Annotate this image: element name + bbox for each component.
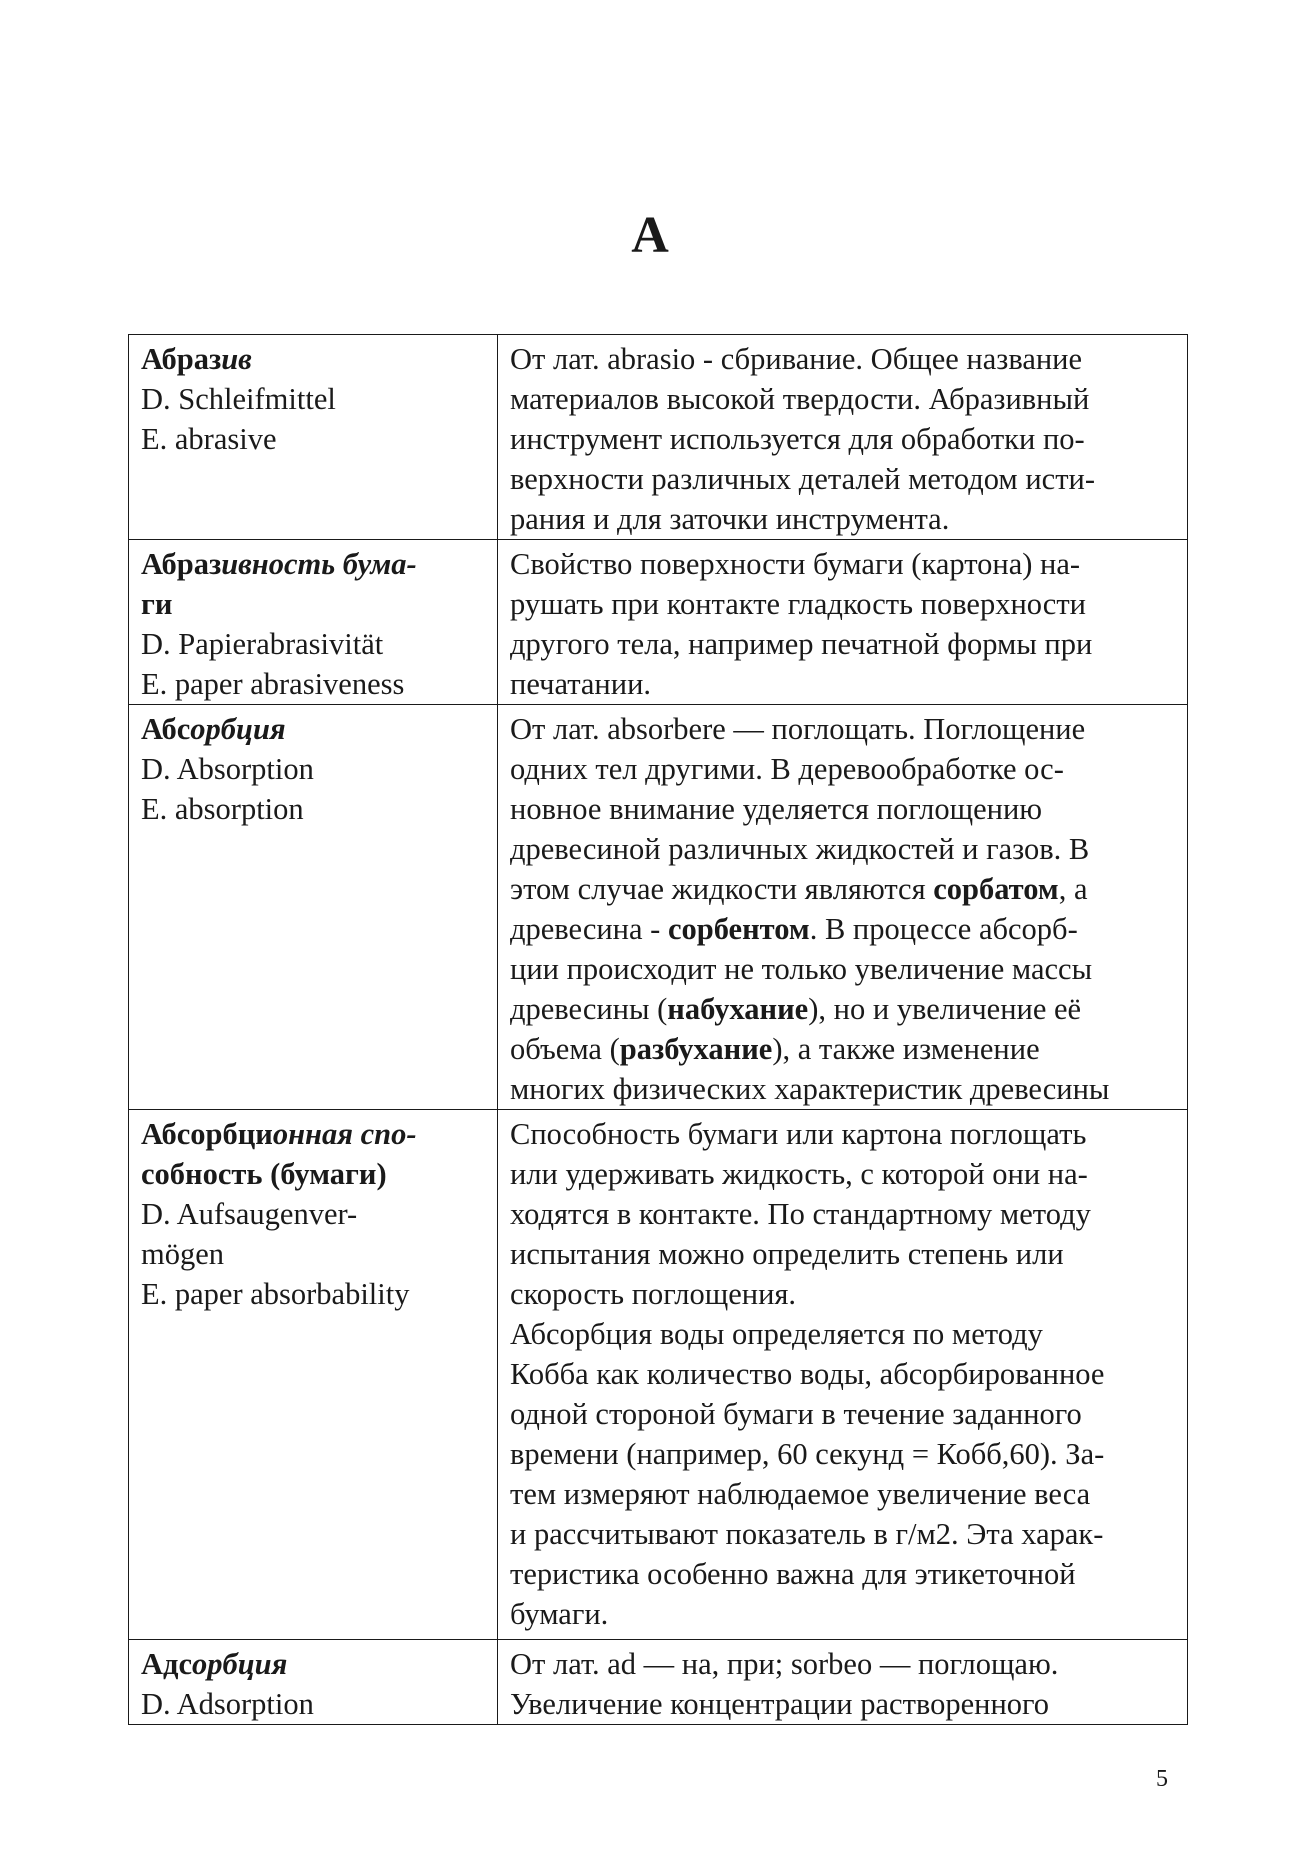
definition-line bbox=[510, 1684, 1177, 1724]
term-text: Абраз bbox=[141, 342, 222, 376]
translation-en: E. absorption bbox=[141, 792, 304, 826]
translation-de-cont: mögen bbox=[141, 1237, 225, 1271]
definition-line bbox=[510, 1474, 1177, 1514]
definition-line bbox=[510, 1314, 1177, 1354]
text-run: древесины ( bbox=[510, 992, 668, 1026]
dictionary-table bbox=[128, 334, 1188, 1725]
translation-de: D. Aufsaugenver- bbox=[141, 1197, 358, 1231]
definition-line bbox=[510, 1394, 1177, 1434]
text-run: От лат. ad — на, при; sorbeo — поглощаю. bbox=[510, 1647, 1059, 1681]
term-text: Абраз bbox=[141, 547, 222, 581]
definition-line bbox=[510, 584, 1177, 624]
definition-line bbox=[510, 709, 1177, 749]
definition-line bbox=[510, 749, 1177, 789]
definition-line bbox=[510, 1354, 1177, 1394]
term-stress-part: орбция bbox=[190, 712, 286, 746]
translation-de: D. Absorption bbox=[141, 752, 314, 786]
text-run: этом случае жидкости являются bbox=[510, 872, 934, 906]
translation-de: D. Papierabrasivität bbox=[141, 627, 384, 661]
term-text: Адс bbox=[141, 1647, 192, 1681]
definition-cell bbox=[498, 1110, 1188, 1640]
section-letter: А bbox=[631, 207, 669, 264]
term-cell bbox=[129, 1640, 498, 1725]
text-run: От лат. abrasio - сбривание. Общее название bbox=[510, 342, 1083, 376]
definition-line bbox=[510, 949, 1177, 989]
text-run: ), но и увеличение её bbox=[808, 992, 1082, 1026]
text-run: материалов высокой твердости. Абразивный bbox=[510, 382, 1090, 416]
text-run: Способность бумаги или картона поглощать bbox=[510, 1117, 1087, 1151]
text-run: новное внимание уделяется поглощению bbox=[510, 792, 1043, 826]
definition-line bbox=[510, 459, 1177, 499]
definition-line bbox=[510, 989, 1177, 1029]
text-run: одних тел другими. В деревообработке ос- bbox=[510, 752, 1064, 786]
definition-cell bbox=[498, 540, 1188, 705]
text-run: инструмент используется для обработки по- bbox=[510, 422, 1085, 456]
table-row bbox=[129, 705, 1188, 1110]
text-run: . В процессе абсорб- bbox=[809, 912, 1078, 946]
term-heading bbox=[141, 1114, 487, 1154]
definition-line bbox=[510, 1434, 1177, 1474]
text-run: одной стороной бумаги в течение заданного bbox=[510, 1397, 1082, 1431]
table-row bbox=[129, 1640, 1188, 1725]
term-heading-cont: ги bbox=[141, 587, 173, 621]
text-run: времени (например, 60 секунд = Кобб,60). За- bbox=[510, 1437, 1105, 1471]
text-run: древесиной различных жидкостей и газов. В bbox=[510, 832, 1090, 866]
table-row bbox=[129, 540, 1188, 705]
definition-line bbox=[510, 789, 1177, 829]
definition-cell bbox=[498, 1640, 1188, 1725]
text-run: тем измеряют наблюдаемое увеличение веса bbox=[510, 1477, 1091, 1511]
text-run: теристика особенно важна для этикеточной bbox=[510, 1557, 1076, 1591]
term-heading bbox=[141, 709, 487, 749]
key-term: набухание bbox=[667, 992, 809, 1026]
page-number: 5 bbox=[1156, 1766, 1168, 1792]
text-run: другого тела, например печатной формы при bbox=[510, 627, 1093, 661]
definition-line bbox=[510, 664, 1177, 704]
term-stress-part: орбция bbox=[192, 1647, 288, 1681]
translation-en: E. paper absorbability bbox=[141, 1277, 410, 1311]
term-text: Абсорбци bbox=[141, 1117, 273, 1151]
table-row bbox=[129, 1110, 1188, 1640]
definition-line bbox=[510, 829, 1177, 869]
text-run: ), а также изменение bbox=[772, 1032, 1040, 1066]
definition-line bbox=[510, 1029, 1177, 1069]
text-run: многих физических характеристик древесины bbox=[510, 1072, 1110, 1106]
definition-line bbox=[510, 1274, 1177, 1314]
text-run: бумаги. bbox=[510, 1597, 609, 1631]
key-term: разбухание bbox=[619, 1032, 773, 1066]
translation-de: D. Adsorption bbox=[141, 1687, 314, 1721]
term-stress-part: ив bbox=[221, 342, 252, 376]
text-run: скорость поглощения. bbox=[510, 1277, 797, 1311]
text-run: , а bbox=[1058, 872, 1088, 906]
key-term: сорбентом bbox=[667, 912, 810, 946]
definition-line bbox=[510, 419, 1177, 459]
definition-line bbox=[510, 1069, 1177, 1109]
text-run: печатании. bbox=[510, 667, 652, 701]
text-run: От лат. absorbere — поглощать. Поглощение bbox=[510, 712, 1086, 746]
definition-line bbox=[510, 544, 1177, 584]
term-cell bbox=[129, 540, 498, 705]
text-run: Свойство поверхности бумаги (картона) на- bbox=[510, 547, 1081, 581]
definition-line bbox=[510, 1114, 1177, 1154]
text-run: и рассчитывают показатель в г/м2. Эта харак- bbox=[510, 1517, 1104, 1551]
key-term: сорбатом bbox=[933, 872, 1059, 906]
term-heading bbox=[141, 339, 487, 379]
definition-cell bbox=[498, 335, 1188, 540]
text-run: Увеличение концентрации растворенного bbox=[510, 1687, 1050, 1721]
text-run: рания и для заточки инструмента. bbox=[510, 502, 950, 536]
definition-line bbox=[510, 624, 1177, 664]
term-cell bbox=[129, 335, 498, 540]
text-run: или удерживать жидкость, с которой они на- bbox=[510, 1157, 1088, 1191]
text-run: объема ( bbox=[510, 1032, 620, 1066]
translation-de: D. Schleifmittel bbox=[141, 382, 336, 416]
definition-line bbox=[510, 909, 1177, 949]
text-run: рушать при контакте гладкость поверхности bbox=[510, 587, 1086, 621]
definition-line bbox=[510, 1234, 1177, 1274]
term-heading bbox=[141, 1644, 487, 1684]
term-cell bbox=[129, 705, 498, 1110]
definition-cell bbox=[498, 705, 1188, 1110]
term-heading-cont: собность (бумаги) bbox=[141, 1157, 387, 1191]
definition-line bbox=[510, 1644, 1177, 1684]
translation-en: E. abrasive bbox=[141, 422, 277, 456]
term-stress-part: онная спо- bbox=[272, 1117, 417, 1151]
table-row bbox=[129, 335, 1188, 540]
definition-line bbox=[510, 499, 1177, 539]
definition-line bbox=[510, 1154, 1177, 1194]
definition-line bbox=[510, 1514, 1177, 1554]
text-run: ции происходит не только увеличение массы bbox=[510, 952, 1093, 986]
text-run: древесина - bbox=[510, 912, 668, 946]
text-run: Кобба как количество воды, абсорбированное bbox=[510, 1357, 1105, 1391]
translation-en: E. paper abrasiveness bbox=[141, 667, 405, 701]
term-text: Абс bbox=[141, 712, 191, 746]
definition-line bbox=[510, 339, 1177, 379]
term-heading bbox=[141, 544, 487, 584]
definition-line bbox=[510, 1594, 1177, 1634]
text-run: испытания можно определить степень или bbox=[510, 1237, 1064, 1271]
definition-line bbox=[510, 1194, 1177, 1234]
term-cell bbox=[129, 1110, 498, 1640]
definition-line bbox=[510, 1554, 1177, 1594]
text-run: верхности различных деталей методом исти- bbox=[510, 462, 1095, 496]
definition-line bbox=[510, 379, 1177, 419]
term-stress-part: ивность бума- bbox=[221, 547, 417, 581]
text-run: Абсорбция воды определяется по методу bbox=[510, 1317, 1043, 1351]
text-run: ходятся в контакте. По стандартному методу bbox=[510, 1197, 1091, 1231]
definition-line bbox=[510, 869, 1177, 909]
